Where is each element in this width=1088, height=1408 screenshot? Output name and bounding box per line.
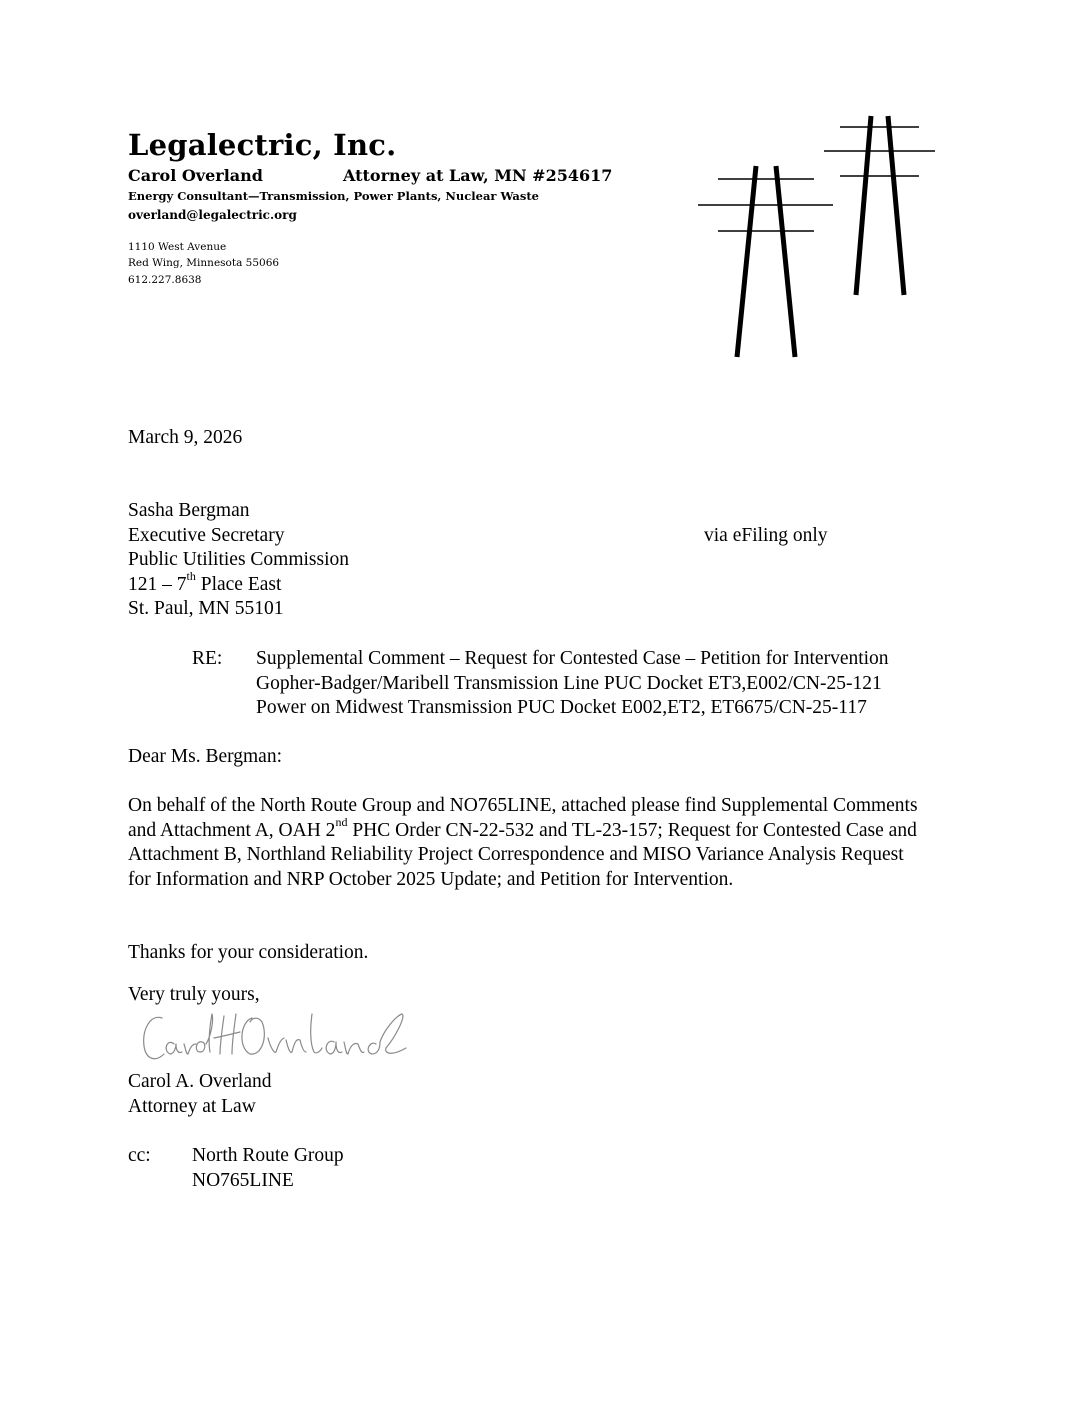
address-city: Red Wing, Minnesota 55066 [128,257,280,269]
closing-line: Very truly yours, [128,984,260,1005]
recipient-organization: Public Utilities Commission [128,549,350,571]
re-subject [256,647,889,721]
cc-recipient: North Route Group [192,1145,344,1166]
recipient-city: St. Paul, MN 55101 [128,598,284,620]
signer-name: Carol A. Overland [128,1071,272,1092]
salutation: Dear Ms. Bergman: [128,746,282,767]
recipient-street: 121 – 7th Place East [128,569,282,595]
cc-recipient: NO765LINE [192,1169,294,1191]
address-street: 1110 West Avenue [128,241,227,253]
thanks-line: Thanks for your consideration. [128,942,369,963]
email-address: overland@legalectric.org [128,208,297,222]
attorney-credential: Attorney at Law, MN #254617 [343,166,613,185]
cc-list [192,1144,344,1193]
attorney-name: Carol Overland [128,166,263,185]
signer-block [128,1070,272,1119]
specialty-line: Energy Consultant—Transmission, Power Plants, Nuclear Waste [128,189,539,203]
recipient-block [128,499,349,622]
company-name: Legalectric, Inc. [128,128,397,162]
re-line: Power on Midwest Transmission PUC Docket E002,ET2, ET6675/CN-25-117 [256,697,867,719]
handwritten-signature [140,1008,410,1068]
re-line: Gopher-Badger/Maribell Transmission Line PUC Docket ET3,E002/CN-25-121 [256,672,882,694]
transmission-towers-icon [0,0,1088,400]
tower-right [824,116,935,295]
body-paragraph: On behalf of the North Route Group and NO765LINE, attached please find Supplemental Comments and Attachment A, OAH 2nd PHC Order CN-22-532 and TL-23-157; Request for Contested Case and Attachment B, Northland Reliability Project Correspondence and MISO Variance Analysis Request for Information and NRP October 2025 Update; and Petition for Intervention. [128,795,918,890]
delivery-method: via eFiling only [704,525,828,546]
recipient-name: Sasha Bergman [128,500,250,521]
cc-label: cc: [128,1145,151,1166]
recipient-title: Executive Secretary [128,524,285,546]
address-phone: 612.227.8638 [128,274,202,286]
re-line: Supplemental Comment – Request for Contested Case – Petition for Intervention [256,648,889,669]
re-label: RE: [192,648,223,669]
tower-left [698,166,833,357]
letter-date: March 9, 2026 [128,427,243,448]
signer-title: Attorney at Law [128,1095,256,1117]
